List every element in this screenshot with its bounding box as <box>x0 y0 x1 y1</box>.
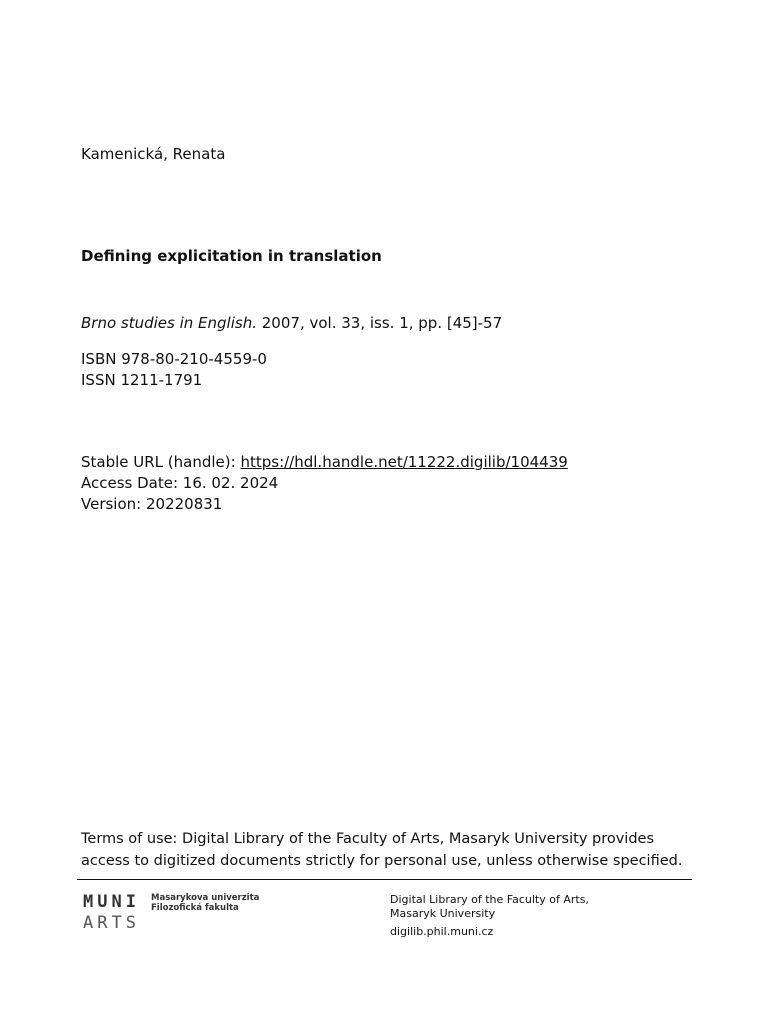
issn: ISSN 1211-1791 <box>81 371 203 389</box>
logo-university-name: Masarykova univerzita <box>151 893 260 903</box>
muni-logo-text: MUNI <box>83 892 140 912</box>
arts-logo-text: ARTS <box>83 913 140 933</box>
library-name-line1: Digital Library of the Faculty of Arts, <box>390 893 589 906</box>
footer-divider <box>77 879 692 880</box>
access-date: Access Date: 16. 02. 2024 <box>81 474 279 492</box>
library-name-line2: Masaryk University <box>390 907 496 920</box>
version: Version: 20220831 <box>81 495 223 513</box>
author-name: Kamenická, Renata <box>81 145 226 163</box>
library-website: digilib.phil.muni.cz <box>390 925 494 938</box>
isbn: ISBN 978-80-210-4559-0 <box>81 350 267 368</box>
logo-faculty-name: Filozofická fakulta <box>151 903 239 913</box>
stable-url-link[interactable]: https://hdl.handle.net/11222.digilib/104439 <box>240 453 568 471</box>
journal-name: Brno studies in English. <box>81 314 257 332</box>
citation-details: 2007, vol. 33, iss. 1, pp. [45]-57 <box>257 314 503 332</box>
terms-of-use: Terms of use: Digital Library of the Faculty of Arts, Masaryk University provides access to digitized documents strictly for personal use, unless otherwise specified. <box>81 831 683 869</box>
stable-url-label: Stable URL (handle): <box>81 453 241 471</box>
document-title: Defining explicitation in translation <box>81 247 382 265</box>
citation <box>81 314 502 332</box>
stable-url-line <box>81 453 568 471</box>
